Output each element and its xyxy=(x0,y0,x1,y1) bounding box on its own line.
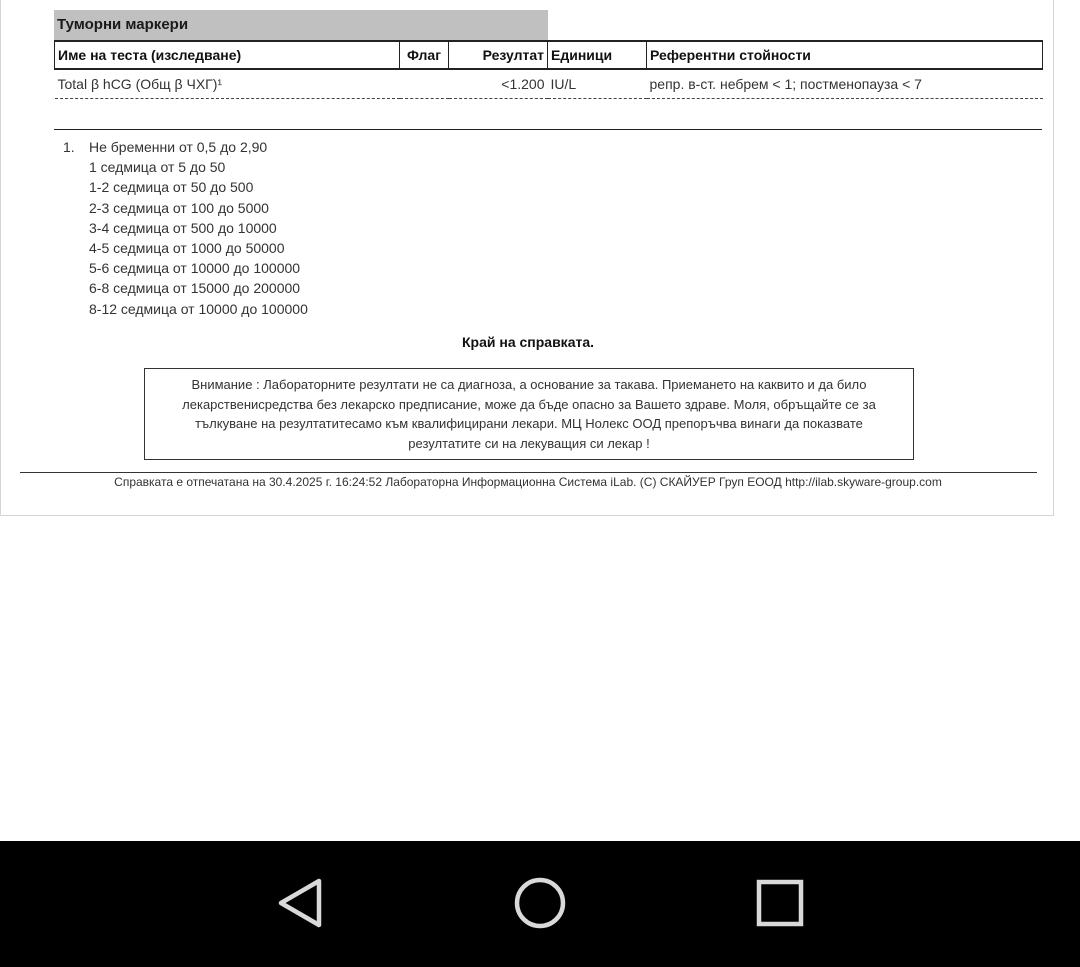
footnote-line: 3-4 седмица от 500 до 10000 xyxy=(89,219,277,236)
back-button[interactable] xyxy=(268,871,332,935)
footnote-line: 1-2 седмица от 50 до 500 xyxy=(89,179,254,196)
home-button[interactable] xyxy=(508,871,572,935)
header-flag: Флаг xyxy=(400,41,449,69)
footnote-block xyxy=(63,137,308,319)
footnote-lines xyxy=(89,137,308,319)
footnote-line: 8-12 седмица от 10000 до 100000 xyxy=(89,300,308,317)
home-circle-icon xyxy=(508,871,572,935)
footnote-line: Не бременни от 0,5 до 2,90 xyxy=(89,139,268,155)
footnote-line: 1 седмица от 5 до 50 xyxy=(89,159,226,176)
cell-test-name: Total β hCG (Общ β ЧХГ)¹ xyxy=(55,69,400,99)
cell-units: IU/L xyxy=(548,69,647,99)
header-test-name: Име на теста (изследване) xyxy=(55,41,400,69)
cell-flag xyxy=(400,69,449,99)
table-row xyxy=(55,69,1043,99)
cell-reference: репр. в-ст. небрем < 1; постменопауза < 7 xyxy=(647,69,1043,99)
results-table xyxy=(54,40,1043,99)
footer-divider xyxy=(20,472,1037,473)
warning-line: Внимание : Лабораторните резултати не са диагноза, а основание за такава. Приемането на каквито и да било xyxy=(191,377,867,392)
warning-notice xyxy=(144,368,914,460)
recents-button[interactable] xyxy=(748,871,812,935)
section-divider xyxy=(54,129,1042,130)
section-header: Туморни маркери xyxy=(54,10,548,40)
header-units: Единици xyxy=(548,41,647,69)
back-triangle-icon xyxy=(268,871,332,935)
cell-result: <1.200 xyxy=(449,69,548,99)
warning-line: резултатите си на лекуващия си лекар ! xyxy=(408,435,650,451)
footnote-line: 4-5 седмица от 1000 до 50000 xyxy=(89,240,285,257)
recents-square-icon xyxy=(748,871,812,935)
footnote-line: 6-8 седмица от 15000 до 200000 xyxy=(89,280,301,297)
footnote-line: 5-6 седмица от 10000 до 100000 xyxy=(89,260,301,277)
header-result: Резултат xyxy=(449,41,548,69)
warning-line: лекарственисредства без лекарско предписание, може да бъде опасно за Вашето здраве. Моля, обръщайте се за xyxy=(182,396,876,412)
warning-line: тълкуване на резултатитесамо към квалифицирани лекари. МЦ Нолекс ООД препоръчва винаги да показвате xyxy=(195,416,863,431)
footnote-line: 2-3 седмица от 100 до 5000 xyxy=(89,199,269,216)
print-footer: Справката е отпечатана на 30.4.2025 г. 16:24:52 Лабораторна Информационна Система iLab. (C) СКАЙУЕР Груп ЕООД http://ilab.skyware-group.com xyxy=(114,475,942,489)
footnote-number: 1. xyxy=(63,139,75,155)
android-navigation-bar xyxy=(0,841,1080,967)
table-header-row xyxy=(55,41,1043,69)
end-of-report-title: Край на справката. xyxy=(461,334,595,350)
header-reference: Референтни стойности xyxy=(647,41,1043,69)
